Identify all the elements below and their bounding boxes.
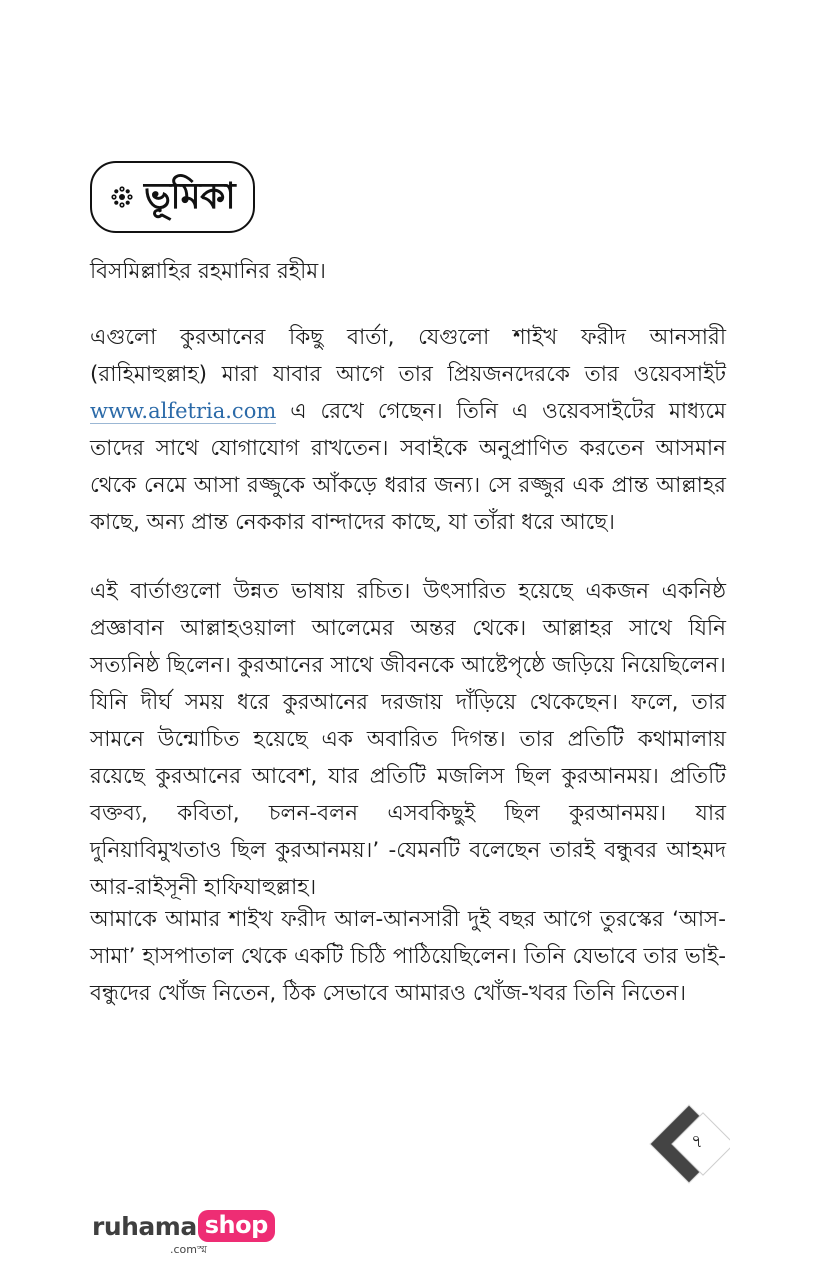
intro-paragraph-1 [90, 319, 726, 541]
intro-paragraph-3: আমাকে আমার শাইখ ফরীদ আল-আনসারী দুই বছর আগে তুরস্কের ‘আস-সামা’ হাসপাতাল থেকে একটি চিঠি পাঠিয়েছিলেন। তিনি যেভাবে তার ভাই-বন্ধুদের খোঁজ নিতেন, ঠিক সেভাবে আমারও খোঁজ-খবর তিনি নিতেন। [90, 907, 726, 1006]
logo-brand-text: ruhama [92, 1211, 197, 1241]
page-number: ৭ [691, 1131, 703, 1152]
flower-ornament-icon [110, 185, 134, 209]
logo-shop-badge: shop [198, 1210, 275, 1242]
website-link[interactable]: www.alfetria.com [90, 399, 277, 423]
intro-text-before-url: এগুলো কুরআনের কিছু বার্তা, যেগুলো শাইখ ফরীদ আনসারী (রাহিমাহুল্লাহ) মারা যাবার আগে তার প্রিয়জনদেরকে তার ওয়েবসাইট [90, 325, 726, 387]
bismillah-paragraph: বিসমিল্লাহির রহমানির রহীম। [90, 259, 326, 284]
intro-paragraph-2: এই বার্তাগুলো উন্নত ভাষায় রচিত। উৎসারিত হয়েছে একজন একনিষ্ঠ প্রজ্ঞাবান আল্লাহওয়ালা আলেমের অন্তর থেকে। আল্লাহর সাথে যিনি সত্যনিষ্ঠ ছিলেন। কুরআনের সাথে জীবনকে আষ্টেপৃষ্ঠে জড়িয়ে নিয়েছিলেন। যিনি দীর্ঘ সময় ধরে কুরআনের দরজায় দাঁড়িয়ে থেকেছেন। ফলে, তার সামনে উন্মোচিত হয়েছে এক অবারিত দিগন্ত। তার প্রতিটি কথামালায় রয়েছে কুরআনের আবেশ, যার প্রতিটি মজলিস ছিল কুরআনময়। প্রতিটি বক্তব্য, কবিতা, চলন-বলন এসবকিছুই ছিল কুরআনময়। যার দুনিয়াবিমুখতাও ছিল কুরআনময়।’ -যেমনটি বলেছেন তারই বন্ধুবর আহমদ আর-রাইসূনী হাফিযাহুল্লাহ। [90, 579, 726, 900]
publisher-logo [92, 1210, 275, 1256]
section-title: ভূমিকা [144, 176, 236, 217]
logo-domain-text: .comস্ম [170, 1243, 207, 1256]
intro-text-after-url: এ রেখে গেছেন। তিনি এ ওয়েবসাইটের মাধ্যমে তাদের সাথে যোগাযোগ রাখতেন। সবাইকে অনুপ্রাণিত করতেন আসমান থেকে নেমে আসা রজ্জুকে আঁকড়ে ধরার জন্য। সে রজ্জুর এক প্রান্ত আল্লাহর কাছে, অন্য প্রান্ত নেককার বান্দাদের কাছে, যা তাঁরা ধরে আছে। [90, 399, 726, 535]
heading-box [90, 161, 255, 233]
